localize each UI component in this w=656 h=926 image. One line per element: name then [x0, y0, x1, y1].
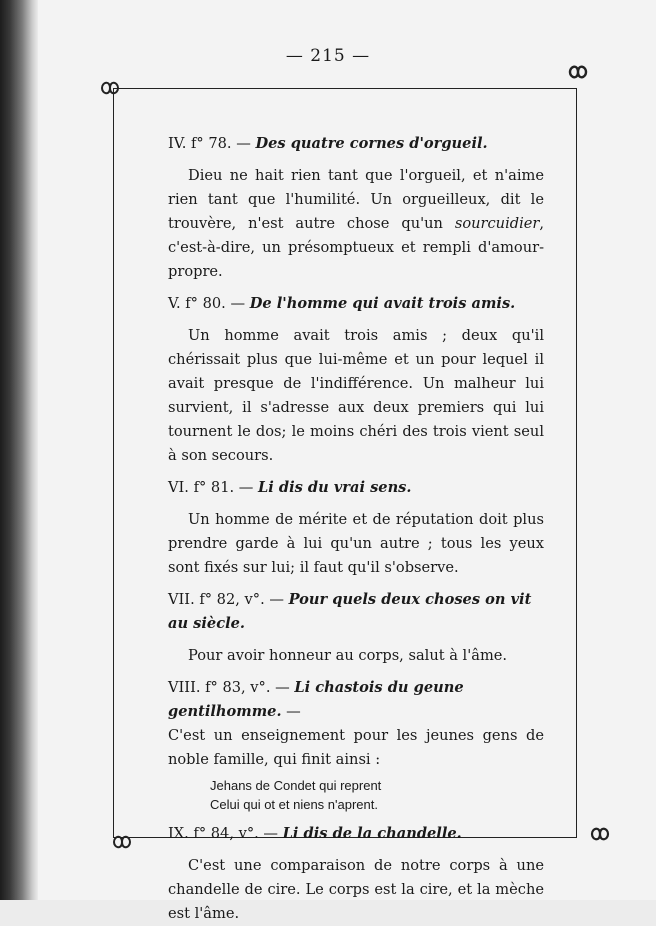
entry-paragraph: C'est une comparaison de notre corps à une chandelle de cire. Le corps est la cire, et la mèche est l'âme. — [168, 857, 544, 922]
page-number: — 215 — — [285, 46, 371, 66]
verse-quote: Jehans de Condet qui reprent Celui qui ot et niens n'aprent. — [210, 778, 382, 812]
entry-paragraph: Dieu ne hait rien tant que l'orgueil, et n'aime rien tant que l'humilité. Un orgueilleux, dit le trouvère, n'est autre chose qu'un sourcuidier, c'est-à-dire, un présomptueux et rempli d'amour-propre. — [168, 167, 544, 280]
corner-ornament-icon — [588, 822, 612, 846]
entry-heading: IX. f° 84, v°. — Li dis de la chandelle. — [168, 825, 462, 842]
corner-ornament-icon — [566, 60, 590, 84]
entry-paragraph: Pour avoir honneur au corps, salut à l'âme. — [188, 647, 508, 664]
scan-shadow-edge — [0, 0, 38, 900]
corner-ornament-icon — [110, 830, 134, 854]
entry-heading: VIII. f° 83, v°. — Li chastois du geune gentilhomme. — — [168, 679, 464, 720]
corner-ornament-icon — [98, 76, 122, 100]
entry-paragraph: Un homme avait trois amis ; deux qu'il chérissait plus que lui-même et un pour lequel il avait presque de l'indifférence. Un malheur lui survient, il s'adresse aux deux premiers qui lui tournent le dos; le moins chéri des trois vient seul à son secours. — [168, 327, 544, 464]
entry-heading: V. f° 80. — De l'homme qui avait trois amis. — [168, 295, 516, 312]
entry-heading: IV. f° 78. — Des quatre cornes d'orgueil. — [168, 135, 488, 152]
entry-paragraph: C'est un enseignement pour les jeunes gens de noble famille, qui finit ainsi : — [168, 727, 544, 768]
text-body — [168, 132, 544, 926]
entry-paragraph: Un homme de mérite et de réputation doit plus prendre garde à lui qu'un autre ; tous les yeux sont fixés sur lui; il faut qu'il s'observe. — [168, 511, 544, 576]
entry-heading: VI. f° 81. — Li dis du vrai sens. — [168, 479, 412, 496]
entry-heading: VII. f° 82, v°. — Pour quels deux choses on vit au siècle. — [168, 591, 532, 632]
